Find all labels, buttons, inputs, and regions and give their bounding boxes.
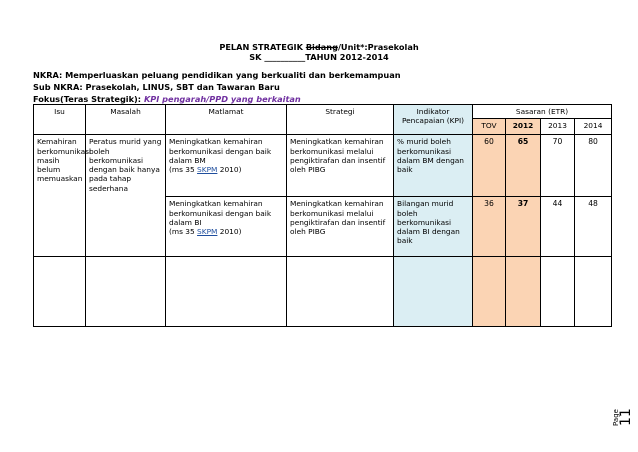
strategi-cell: Meningkatkan kemahiran berkomunikasi melalui pengiktirafan dan insentif oleh PIBG xyxy=(287,197,394,257)
title-struck-word: Bidang xyxy=(305,42,338,52)
empty-cell xyxy=(473,257,506,327)
tov-value: 60 xyxy=(473,135,506,197)
skpm-link[interactable]: SKPM xyxy=(197,165,218,174)
target-2012-value: 65 xyxy=(506,135,541,197)
target-2013-value: 70 xyxy=(541,135,575,197)
kpi-cell: % murid boleh berkomunikasi dalam BM dengan baik xyxy=(394,135,473,197)
strategic-plan-table xyxy=(33,104,612,327)
focus-value: KPI pengarah/PPD yang berkaitan xyxy=(143,94,301,104)
header-2014: 2014 xyxy=(575,119,612,135)
target-2012-value: 37 xyxy=(506,197,541,257)
matlamat-cell xyxy=(166,197,287,257)
header-matlamat: Matlamat xyxy=(166,105,287,135)
matlamat-ref: (ms 35 SKPM 2010) xyxy=(169,227,242,236)
empty-cell xyxy=(287,257,394,327)
page-number-value: 11 xyxy=(618,408,634,426)
document-title xyxy=(0,42,638,52)
empty-cell xyxy=(166,257,287,327)
header-strategi: Strategi xyxy=(287,105,394,135)
isu-cell: Kemahiran berkomunikasi masih belum memuaskan xyxy=(34,135,86,257)
title-suffix: /Unit*:Prasekolah xyxy=(337,42,419,52)
strategi-cell: Meningkatkan kemahiran berkomunikasi melalui pengiktirafan dan insentif oleh PIBG xyxy=(287,135,394,197)
matlamat-text: Meningkatkan kemahiran berkomunikasi dengan baik dalam BI xyxy=(169,199,272,227)
document-subtitle: SK __________TAHUN 2012-2014 xyxy=(249,52,389,62)
header-masalah: Masalah xyxy=(86,105,166,135)
target-2014-value: 80 xyxy=(575,135,612,197)
focus-label: Fokus(Teras Strategik): xyxy=(33,94,144,104)
matlamat-ref: (ms 35 SKPM 2010) xyxy=(169,165,242,174)
header-2012: 2012 xyxy=(506,119,541,135)
kpi-cell: Bilangan murid boleh berkomunikasi dalam BI dengan baik xyxy=(394,197,473,257)
matlamat-cell xyxy=(166,135,287,197)
skpm-link[interactable]: SKPM xyxy=(197,227,218,236)
header-kpi: Indikator Pencapaian (KPI) xyxy=(394,105,473,135)
header-sasaran: Sasaran (ETR) xyxy=(473,105,612,119)
nkra-line: NKRA: Memperluaskan peluang pendidikan yang berkualiti dan berkemampuan xyxy=(33,70,401,80)
sub-nkra-line: Sub NKRA: Prasekolah, LINUS, SBT dan Tawaran Baru xyxy=(33,82,280,92)
tov-value: 36 xyxy=(473,197,506,257)
empty-cell xyxy=(394,257,473,327)
empty-cell xyxy=(86,257,166,327)
empty-cell xyxy=(541,257,575,327)
header-tov: TOV xyxy=(473,119,506,135)
header-isu: Isu xyxy=(34,105,86,135)
empty-cell xyxy=(575,257,612,327)
masalah-cell: Peratus murid yang boleh berkomunikasi dengan baik hanya pada tahap sederhana xyxy=(86,135,166,257)
matlamat-text: Meningkatkan kemahiran berkomunikasi dengan baik dalam BM xyxy=(169,137,272,165)
empty-cell xyxy=(506,257,541,327)
target-2014-value: 48 xyxy=(575,197,612,257)
target-2013-value: 44 xyxy=(541,197,575,257)
empty-cell xyxy=(34,257,86,327)
title-prefix: PELAN STRATEGIK xyxy=(219,42,303,52)
focus-line xyxy=(33,94,301,104)
page-label: Page xyxy=(612,409,620,426)
header-2013: 2013 xyxy=(541,119,575,135)
